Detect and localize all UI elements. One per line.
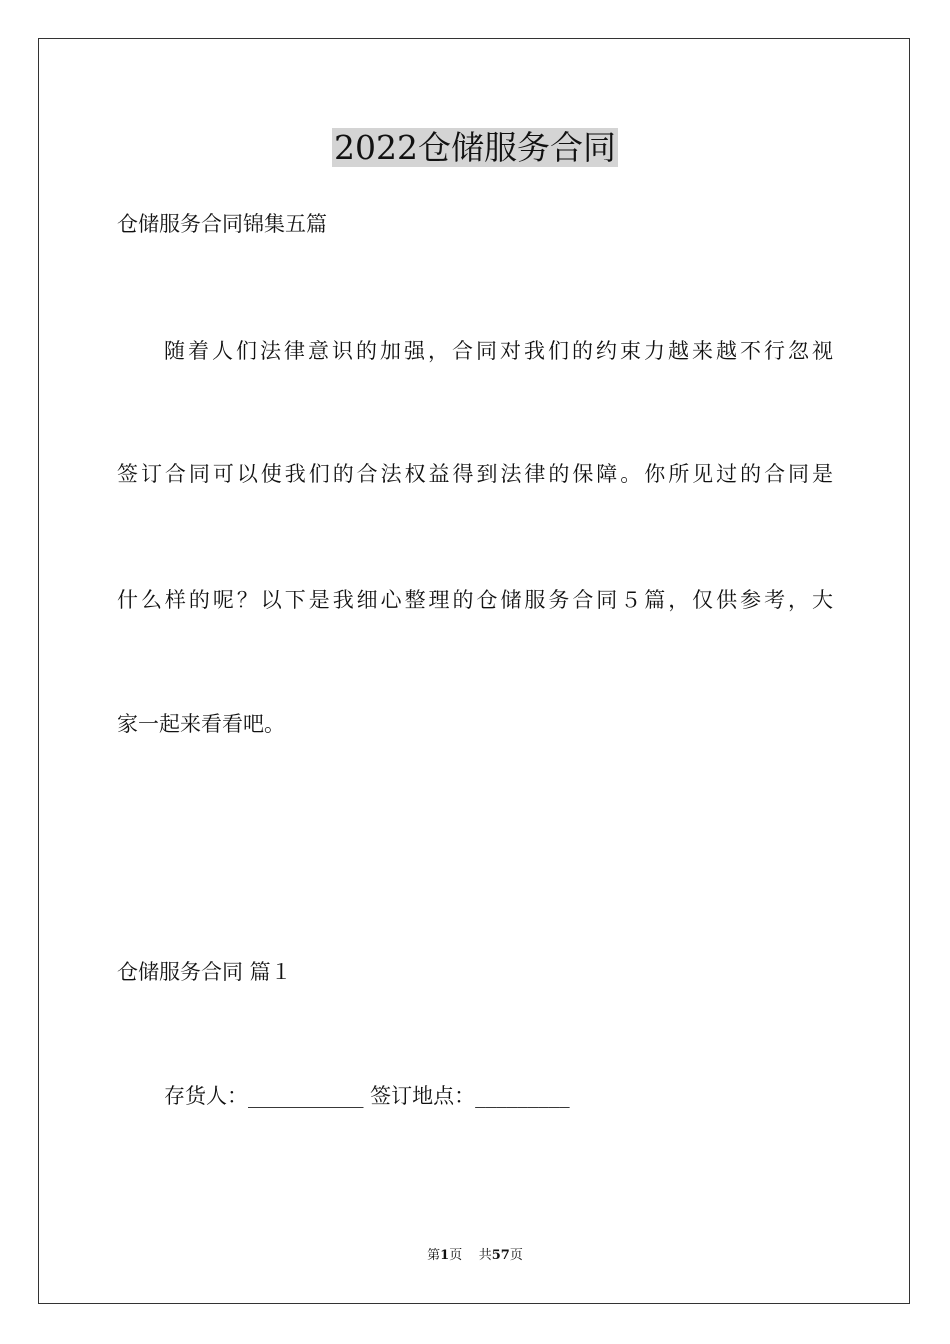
intro-line-2: 签订合同可以使我们的合法权益得到法律的保障。你所见过的合同是 (117, 462, 833, 486)
intro-line-3: 什么样的呢？以下是我细心整理的仓储服务合同５篇，仅供参考，大 (117, 588, 833, 612)
footer-page-prefix: 第 (427, 1248, 441, 1263)
page-footer (0, 1246, 950, 1266)
document-title-text: 2022仓储服务合同 (334, 128, 616, 167)
footer-page-unit: 页 (449, 1248, 463, 1263)
intro-line-4: 家一起来看看吧。 (117, 712, 285, 736)
document-subtitle: 仓储服务合同锦集五篇 (117, 212, 327, 236)
document-title (0, 126, 950, 170)
footer-total-pages: 57 (491, 1248, 510, 1263)
intro-line-1: 随着人们法律意识的加强，合同对我们的约束力越来越不行忽视 (164, 339, 833, 363)
footer-total-prefix: 共 (478, 1248, 492, 1263)
section-heading: 仓储服务合同 篇１ (117, 960, 292, 984)
depositor-field-line: 存货人：___________ 签订地点：_________ (164, 1084, 570, 1108)
footer-total-unit: 页 (509, 1248, 523, 1263)
footer-page-number: 1 (440, 1248, 450, 1263)
